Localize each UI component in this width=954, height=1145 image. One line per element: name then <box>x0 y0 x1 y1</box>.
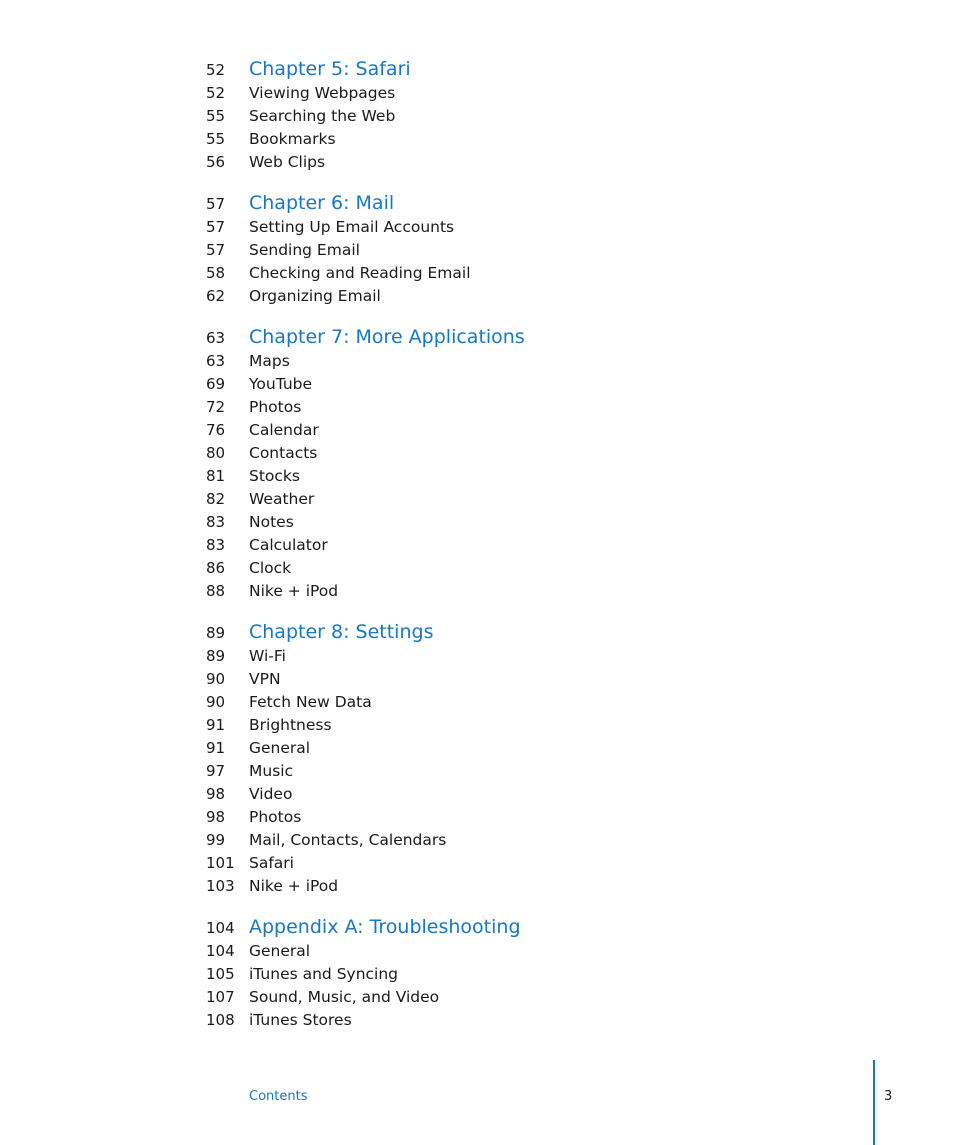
toc-entry[interactable] <box>206 421 766 444</box>
entry-page-number: 90 <box>206 670 226 688</box>
entry-page-number: 108 <box>206 1011 235 1029</box>
entry-page-number: 82 <box>206 490 226 508</box>
toc-entry[interactable] <box>206 854 766 877</box>
entry-page-number: 90 <box>206 693 226 711</box>
entry-title-link[interactable]: Searching the Web <box>249 107 396 125</box>
entry-page-number: 56 <box>206 153 226 171</box>
entry-title-link[interactable]: Stocks <box>249 467 300 485</box>
toc-entry[interactable] <box>206 264 766 287</box>
entry-title-link[interactable]: Maps <box>249 352 290 370</box>
toc-entry[interactable] <box>206 467 766 490</box>
toc-entry[interactable] <box>206 352 766 375</box>
entry-page-number: 98 <box>206 808 226 826</box>
entry-title-link[interactable]: Nike + iPod <box>249 582 339 600</box>
toc-entry[interactable] <box>206 988 766 1011</box>
toc-entry[interactable] <box>206 218 766 241</box>
chapter-heading[interactable] <box>206 58 766 84</box>
chapter-page-number: 57 <box>206 195 226 213</box>
toc-entry[interactable] <box>206 375 766 398</box>
entry-title-link[interactable]: Calendar <box>249 421 319 439</box>
entry-page-number: 97 <box>206 762 226 780</box>
entry-page-number: 57 <box>206 218 226 236</box>
entry-title-link[interactable]: VPN <box>249 670 281 688</box>
toc-entry[interactable] <box>206 582 766 605</box>
toc-entry[interactable] <box>206 808 766 831</box>
toc-entry[interactable] <box>206 490 766 513</box>
chapter-heading[interactable] <box>206 621 766 647</box>
entry-title-link[interactable]: Sending Email <box>249 241 360 259</box>
entry-page-number: 91 <box>206 739 226 757</box>
chapter-title-link[interactable]: Chapter 5: Safari <box>249 58 411 80</box>
entry-page-number: 88 <box>206 582 226 600</box>
footer-divider <box>873 1060 875 1145</box>
entry-title-link[interactable]: iTunes and Syncing <box>249 965 399 983</box>
toc-entry[interactable] <box>206 965 766 988</box>
entry-page-number: 81 <box>206 467 226 485</box>
toc-section <box>206 58 766 176</box>
toc-entry[interactable] <box>206 84 766 107</box>
chapter-page-number: 89 <box>206 624 226 642</box>
chapter-heading[interactable] <box>206 326 766 352</box>
toc-entry[interactable] <box>206 241 766 264</box>
entry-title-link[interactable]: Organizing Email <box>249 287 381 305</box>
entry-page-number: 104 <box>206 942 235 960</box>
chapter-heading[interactable] <box>206 916 766 942</box>
entry-title-link[interactable]: Nike + iPod <box>249 877 339 895</box>
entry-page-number: 57 <box>206 241 226 259</box>
chapter-heading[interactable] <box>206 192 766 218</box>
toc-entry[interactable] <box>206 398 766 421</box>
toc-entry[interactable] <box>206 513 766 536</box>
entry-page-number: 83 <box>206 536 226 554</box>
entry-title-link[interactable]: Viewing Webpages <box>249 84 396 102</box>
toc-section <box>206 916 766 1034</box>
entry-title-link[interactable]: Bookmarks <box>249 130 336 148</box>
toc-entry[interactable] <box>206 536 766 559</box>
toc-entry[interactable] <box>206 785 766 808</box>
toc-entry[interactable] <box>206 559 766 582</box>
entry-title-link[interactable]: Photos <box>249 808 302 826</box>
toc-entry[interactable] <box>206 1011 766 1034</box>
entry-title-link[interactable]: Web Clips <box>249 153 326 171</box>
toc-entry[interactable] <box>206 762 766 785</box>
entry-page-number: 91 <box>206 716 226 734</box>
entry-page-number: 101 <box>206 854 235 872</box>
toc-entry[interactable] <box>206 831 766 854</box>
entry-page-number: 55 <box>206 107 226 125</box>
entry-title-link[interactable]: Setting Up Email Accounts <box>249 218 455 236</box>
chapter-title-link[interactable]: Chapter 7: More Applications <box>249 326 525 348</box>
entry-title-link[interactable]: Calculator <box>249 536 328 554</box>
toc-section <box>206 326 766 605</box>
entry-title-link[interactable]: iTunes Stores <box>249 1011 352 1029</box>
entry-page-number: 62 <box>206 287 226 305</box>
toc-section <box>206 192 766 310</box>
toc-entry[interactable] <box>206 670 766 693</box>
entry-title-link[interactable]: Safari <box>249 854 294 872</box>
entry-page-number: 105 <box>206 965 235 983</box>
entry-title-link[interactable]: Photos <box>249 398 302 416</box>
table-of-contents <box>206 58 766 1050</box>
toc-entry[interactable] <box>206 693 766 716</box>
entry-title-link[interactable]: YouTube <box>249 375 313 393</box>
entry-page-number: 99 <box>206 831 226 849</box>
entry-page-number: 86 <box>206 559 226 577</box>
entry-page-number: 58 <box>206 264 226 282</box>
entry-title-link[interactable]: Video <box>249 785 293 803</box>
entry-title-link[interactable]: General <box>249 739 311 757</box>
chapter-page-number: 52 <box>206 61 226 79</box>
chapter-title-link[interactable]: Chapter 8: Settings <box>249 621 434 643</box>
toc-entry[interactable] <box>206 647 766 670</box>
entry-title-link[interactable]: Clock <box>249 559 292 577</box>
toc-entry[interactable] <box>206 130 766 153</box>
toc-entry[interactable] <box>206 739 766 762</box>
entry-title-link[interactable]: Checking and Reading Email <box>249 264 471 282</box>
chapter-title-link[interactable]: Appendix A: Troubleshooting <box>249 916 521 938</box>
entry-page-number: 52 <box>206 84 226 102</box>
entry-title-link[interactable]: General <box>249 942 311 960</box>
toc-section <box>206 621 766 900</box>
toc-entry[interactable] <box>206 153 766 176</box>
entry-title-link[interactable]: Notes <box>249 513 294 531</box>
footer-section-label: Contents <box>249 1089 308 1104</box>
entry-page-number: 63 <box>206 352 226 370</box>
chapter-title-link[interactable]: Chapter 6: Mail <box>249 192 395 214</box>
entry-title-link[interactable]: Wi-Fi <box>249 647 286 665</box>
toc-entry[interactable] <box>206 287 766 310</box>
entry-page-number: 80 <box>206 444 226 462</box>
toc-entry[interactable] <box>206 107 766 130</box>
toc-entry[interactable] <box>206 444 766 467</box>
entry-page-number: 55 <box>206 130 226 148</box>
entry-page-number: 72 <box>206 398 226 416</box>
entry-title-link[interactable]: Contacts <box>249 444 318 462</box>
toc-entry[interactable] <box>206 942 766 965</box>
toc-entry[interactable] <box>206 877 766 900</box>
entry-page-number: 107 <box>206 988 235 1006</box>
entry-title-link[interactable]: Brightness <box>249 716 332 734</box>
entry-page-number: 89 <box>206 647 226 665</box>
entry-title-link[interactable]: Fetch New Data <box>249 693 372 711</box>
entry-page-number: 76 <box>206 421 226 439</box>
entry-title-link[interactable]: Sound, Music, and Video <box>249 988 440 1006</box>
entry-page-number: 83 <box>206 513 226 531</box>
chapter-page-number: 63 <box>206 329 226 347</box>
chapter-page-number: 104 <box>206 919 235 937</box>
entry-page-number: 69 <box>206 375 226 393</box>
page-number: 3 <box>884 1089 893 1104</box>
entry-page-number: 98 <box>206 785 226 803</box>
entry-page-number: 103 <box>206 877 235 895</box>
entry-title-link[interactable]: Music <box>249 762 294 780</box>
entry-title-link[interactable]: Weather <box>249 490 315 508</box>
entry-title-link[interactable]: Mail, Contacts, Calendars <box>249 831 447 849</box>
toc-entry[interactable] <box>206 716 766 739</box>
